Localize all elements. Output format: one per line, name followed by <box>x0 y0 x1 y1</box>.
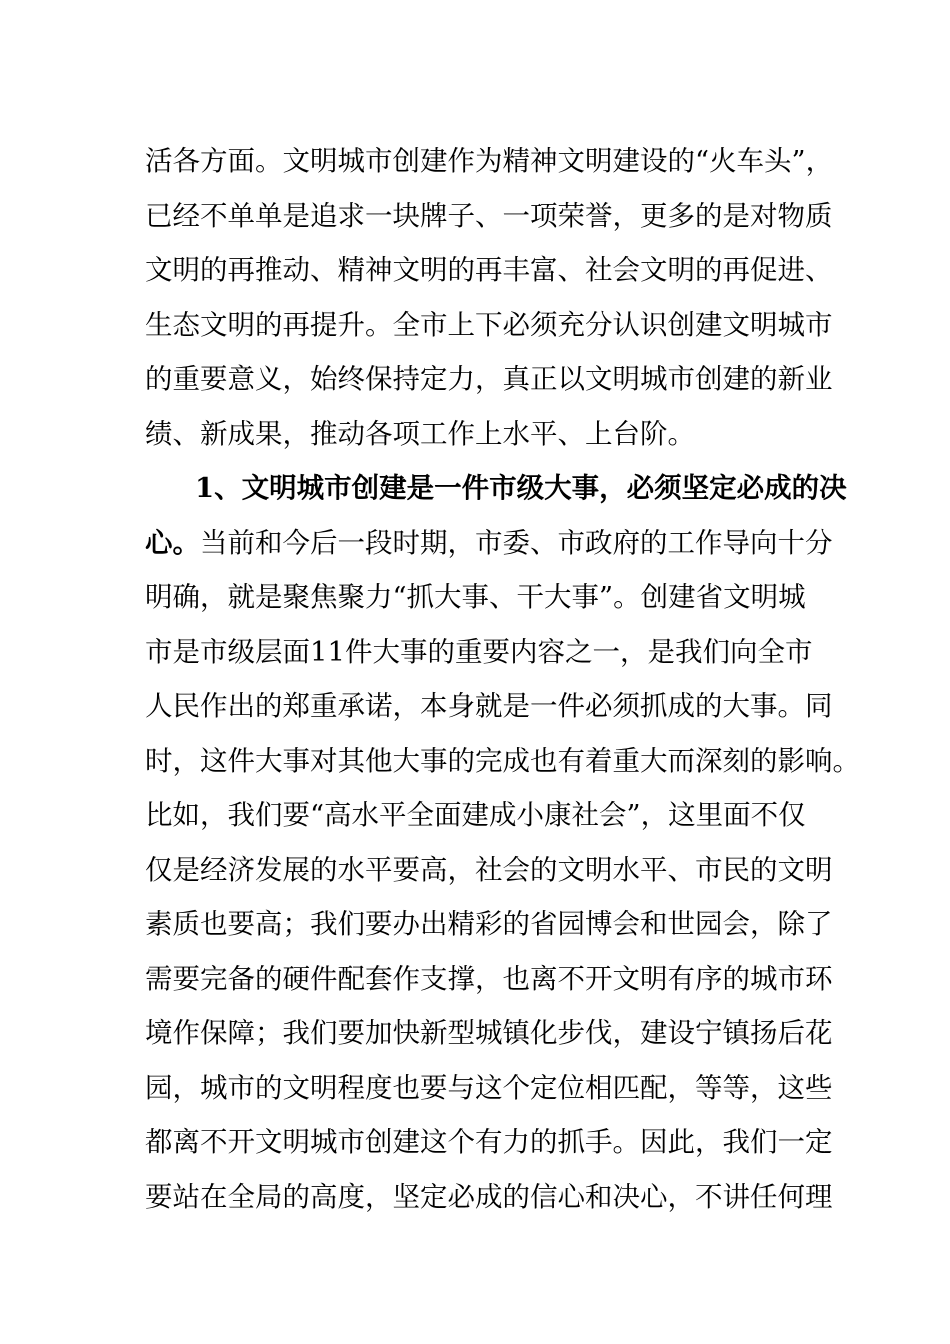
text-line: 仅是经济发展的水平要高，社会的文明水平、市民的文明 <box>145 853 833 886</box>
text-line: 人民作出的郑重承诺，本身就是一件必须抓成的大事。同 <box>145 690 833 722</box>
text-line: 绩、新成果，推动各项工作上水平、上台阶。 <box>145 417 695 450</box>
text-line: 时，这件大事对其他大事的完成也有着重大而深刻的影响。 <box>145 744 860 777</box>
text-line <box>145 521 865 576</box>
body-text <box>145 139 865 1229</box>
text-line-rest: 当前和今后一段时期，市委、市政府的工作导向十分 <box>200 526 833 559</box>
section-heading-end: 心。 <box>145 526 200 559</box>
text-line: 需要完备的硬件配套作支撑，也离不开文明有序的城市环 <box>145 962 833 995</box>
text-line: 境作保障；我们要加快新型城镇化步伐，建设宁镇扬后花 <box>145 1017 833 1049</box>
text-line: 的重要意义，始终保持定力，真正以文明城市创建的新业 <box>145 363 833 395</box>
text-line: 园，城市的文明程度也要与这个定位相匹配，等等，这些 <box>145 1071 833 1104</box>
text-line: 明确，就是聚焦聚力“抓大事、干大事”。创建省文明城 <box>145 581 806 613</box>
text-line: 市是市级层面11件大事的重要内容之一，是我们向全市 <box>145 635 813 668</box>
text-line: 活各方面。文明城市创建作为精神文明建设的“火车头”， <box>145 145 834 177</box>
text-line: 生态文明的再提升。全市上下必须充分认识创建文明城市 <box>145 308 833 341</box>
text-line: 要站在全局的高度，坚定必成的信心和决心，不讲任何理 <box>145 1180 833 1213</box>
section-heading: 1、文明城市创建是一件市级大事，必须坚定必成的决 <box>195 472 847 504</box>
text-line: 素质也要高；我们要办出精彩的省园博会和世园会，除了 <box>145 908 833 940</box>
text-line: 已经不单单是追求一块牌子、一项荣誉，更多的是对物质 <box>145 199 833 232</box>
text-line: 比如，我们要“高水平全面建成小康社会”，这里面不仅 <box>145 799 806 831</box>
text-line: 都离不开文明城市创建这个有力的抓手。因此，我们一定 <box>145 1126 833 1158</box>
text-line: 文明的再推动、精神文明的再丰富、社会文明的再促进、 <box>145 254 833 286</box>
